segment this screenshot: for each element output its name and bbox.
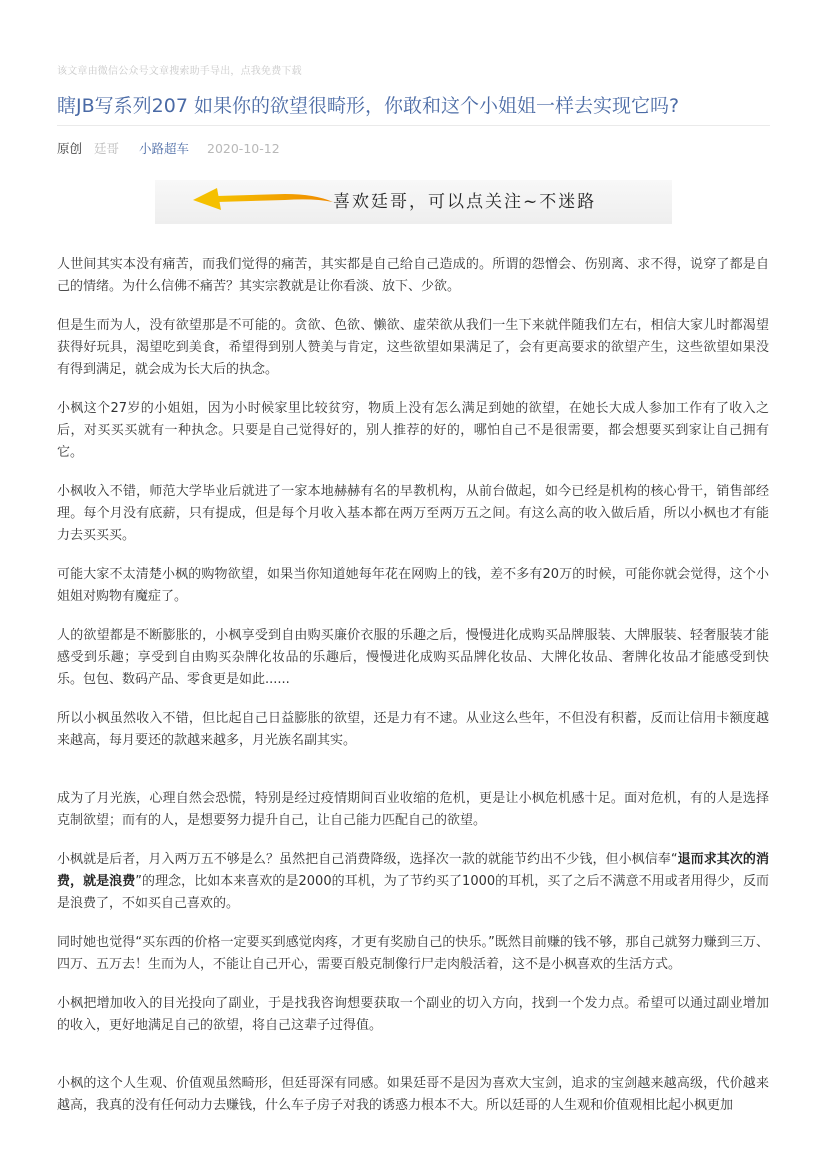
emphasis-text: 退而求其次的消费，就是浪费 <box>57 852 769 889</box>
publish-date: 2020-10-12 <box>207 141 280 156</box>
paragraph: 所以小枫虽然收入不错，但比起自己日益膨胀的欲望，还是力有不逮。从业这么些年，不但没有积蓄，反而让信用卡额度越来越高，每月要还的款越来越多，月光族名副其实。 <box>57 711 769 748</box>
paragraph: 人世间其实本没有痛苦，而我们觉得的痛苦，其实都是自己给自己造成的。所谓的怨憎会、伤别离、求不得，说穿了都是自己的情绪。为什么信佛不痛苦？其实宗教就是让你看淡、放下、少欲。 <box>57 257 769 294</box>
account-link[interactable]: 小路超车 <box>139 141 190 156</box>
article-body <box>57 254 769 1134</box>
banner-text: 喜欢廷哥，可以点关注~不迷路 <box>333 192 597 212</box>
paragraph-text: ”的理念，比如本来喜欢的是2000的耳机，为了节约买了1000的耳机，买了之后不满意不用或者用得少，反而是浪费了，不如买自己喜欢的。 <box>57 874 769 911</box>
paragraph: 小枫的这个人生观、价值观虽然畸形，但廷哥深有同感。如果廷哥不是因为喜欢大宝剑，追求的宝剑越来越高级，代价越来越高，我真的没有任何动力去赚钱，什么车子房子对我的诱惑力根本不大。所以廷哥的人生观和价值观相比起小枫更加 <box>57 1076 769 1113</box>
paragraph: 但是生而为人，没有欲望那是不可能的。贪欲、色欲、懒欲、虚荣欲从我们一生下来就伴随我们左右，相信大家儿时都渴望获得好玩具，渴望吃到美食，希望得到别人赞美与肯定，这些欲望如果满足了，会有更高要求的欲望产生，这些欲望如果没有得到满足，就会成为长大后的执念。 <box>57 318 769 377</box>
paragraph <box>57 849 769 915</box>
paragraph-text: 小枫就是后者，月入两万五不够是么？虽然把自己消费降级，选择次一款的就能节约出不少钱，但小枫信奉“ <box>57 852 678 867</box>
paragraph: 小枫把增加收入的目光投向了副业，于是找我咨询想要获取一个副业的切入方向，找到一个发力点。希望可以通过副业增加的收入，更好地满足自己的欲望，将自己这辈子过得值。 <box>57 996 769 1033</box>
follow-banner <box>155 180 672 224</box>
article-meta <box>57 140 280 158</box>
paragraph: 同时她也觉得“买东西的价格一定要买到感觉肉疼，才更有奖励自己的快乐。”既然目前赚的钱不够，那自己就努力赚到三万、四万、五万去！生而为人，不能让自己开心，需要百般克制像行尸走肉般活着，这不是小枫喜欢的生活方式。 <box>57 935 769 972</box>
export-notice-link[interactable]: 该文章由微信公众号文章搜索助手导出，点我免费下载 <box>57 66 302 77</box>
paragraph: 可能大家不太清楚小枫的购物欲望，如果当你知道她每年花在网购上的钱，差不多有20万的时候，可能你就会觉得，这个小姐姐对购物有魔症了。 <box>57 567 769 604</box>
paragraph: 人的欲望都是不断膨胀的，小枫享受到自由购买廉价衣服的乐趣之后，慢慢进化成购买品牌服装、大牌服装、轻奢服装才能感受到乐趣；享受到自由购买杂牌化妆品的乐趣后，慢慢进化成购买品牌化妆品、大牌化妆品、奢牌化妆品才能感受到快乐。包包、数码产品、零食更是如此...... <box>57 628 769 687</box>
paragraph: 小枫收入不错，师范大学毕业后就进了一家本地赫赫有名的早教机构，从前台做起，如今已经是机构的核心骨干，销售部经理。每个月没有底薪，只有提成，但是每个月收入基本都在两万至两万五之间。有这么高的收入做后盾，所以小枫也才有能力去买买买。 <box>57 484 769 543</box>
title-divider <box>57 125 770 126</box>
original-tag: 原创 <box>57 141 83 156</box>
author-name: 廷哥 <box>94 141 120 156</box>
article-title: 瞎JB写系列207 如果你的欲望很畸形，你敢和这个小姐姐一样去实现它吗? <box>57 95 680 117</box>
paragraph: 小枫这个27岁的小姐姐，因为小时候家里比较贫穷，物质上没有怎么满足到她的欲望，在她长大成人参加工作有了收入之后，对买买买就有一种执念。只要是自己觉得好的，别人推荐的好的，哪怕自己不是很需要，都会想要买到家让自己拥有它。 <box>57 401 769 460</box>
paragraph: 成为了月光族，心理自然会恐慌，特别是经过疫情期间百业收缩的危机，更是让小枫危机感十足。面对危机，有的人是选择克制欲望；而有的人，是想要努力提升自己，让自己能力匹配自己的欲望。 <box>57 791 769 828</box>
